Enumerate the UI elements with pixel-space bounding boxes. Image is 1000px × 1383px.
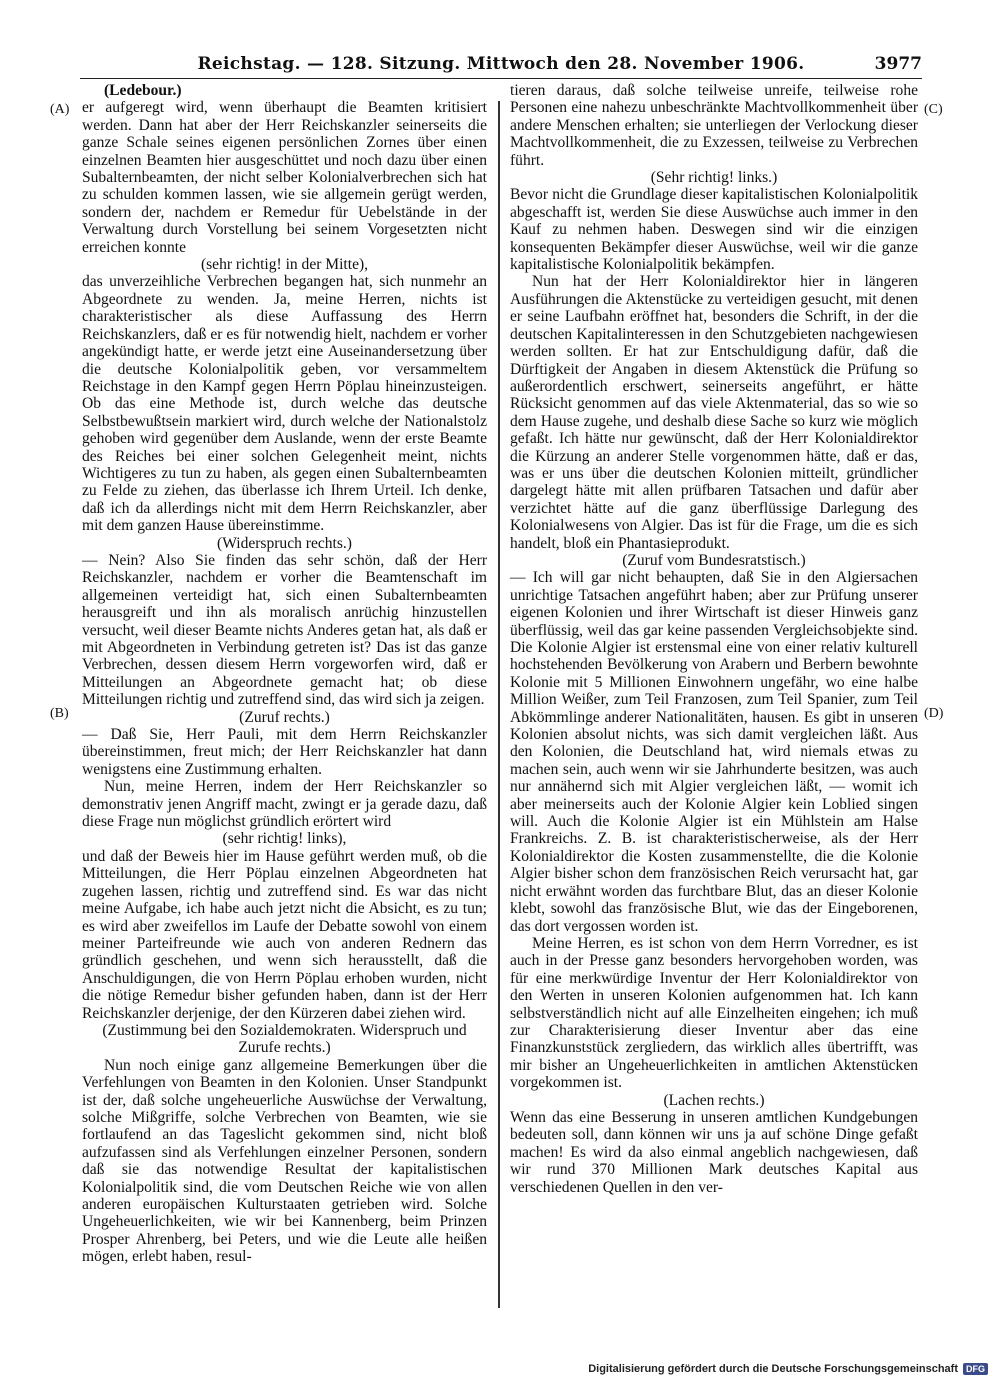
interjection: (sehr richtig! links), [222, 830, 347, 848]
right-column [510, 82, 918, 1196]
margin-marker-c: (C) [924, 102, 943, 117]
page-header [80, 52, 922, 79]
paragraph: er aufgeregt wird, wenn überhaupt die Beamten kritisiert werden. Dann hat aber der Herr Reichskanzler seinerseits die ganze Schale seines eigenen persönlichen Zornes über einen einzelnen Beamten hier ausgeschüttet und noch dazu über einen Subalternbeamten, der nicht selber Kolonialverbrechen sich hat zu schulden kommen lassen, wie sie allgemein gerügt werden, sondern der, nachdem er Remedur für Uebelstände in der Verwaltung durch Vorstellung bei seinem Vorgesetzten nicht erreichen konnte [82, 99, 487, 256]
interjection: (Lachen rechts.) [663, 1091, 765, 1109]
interjection: (Zuruf rechts.) [239, 708, 330, 726]
paragraph: tieren daraus, daß solche teilweise unreife, teilweise rohe Personen eine nahezu unbeschränkte Machtvollkommenheit über andere Menschen erhalten; sie unterliegen der Verlockung dieser Machtvollkommenheit, die zu Exzessen, teilweise zu Verbrechen führt. [510, 82, 918, 169]
paragraph: Meine Herren, es ist schon von dem Herrn Vorredner, es ist auch in der Presse ganz besonders hervorgehoben worden, was für eine merkwürdige Inventur der Herr Kolonialdirektor von den Werten in unseren Kolonien aufgenommen hat. Ich kann selbstverständlich nicht auf alle Einzelheiten eingehen; ich muß zur Charakterisierung dieser Inventur aber das eine Finanzkunststück zergliedern, das wirklich alles übertrifft, was mir bisher an Ungeheuerlichkeiten in amtlichen Aktenstücken vorgekommen ist. [510, 934, 918, 1092]
paragraph: — Ich will gar nicht behaupten, daß Sie in den Algiersachen unrichtige Tatsachen angeführt haben; aber zur Prüfung unserer eigenen Kolonien und ihrer Wirtschaft ist dieser Hinweis ganz überflüssig, weil das gar keine passenden Vergleichsobjekte sind. Die Kolonie Algier ist erstensmal eine von einer relativ kulturell hochstehenden Bevölkerung von Arabern und Berbern bewohnte Kolonie mit 5 Millionen Einwohnern ungefähr, wo eine halbe Million Weißer, zum Teil Franzosen, zum Teil Spanier, zum Teil Abkömmlinge anderer Nationalitäten, hausen. Es gibt in unseren Kolonien absolut nichts, was sich damit vergleichen läßt. Aus den Kolonien, die Deutschland hat, wird niemals etwas zu machen sein, auch wenn wir sie Jahrhunderte besitzen, was auch nur annähernd sich mit Algier vergleichen läßt, — womit ich aber meinerseits auch der Kolonie Algier kein Loblied singen will. Auch die Kolonie Algier ist ein Mühlstein am Halse Frankreichs. Z. B. ist charakteristischerweise, als der Herr Kolonialdirektor die Kosten zusammenstellte, die die Kolonie Algier bisher schon dem französischen Reich verursacht hat, gar nicht erwähnt worden das furchtbare Blut, das an dieser Kolonie klebt, sowohl das französische Blut, wie das der Eingeborenen, das dort vergossen worden ist. [510, 569, 918, 935]
speaker-name: (Ledebour.) [104, 82, 182, 99]
margin-marker-b: (B) [50, 706, 69, 721]
interjection: (Widerspruch rechts.) [217, 534, 352, 552]
dfg-logo: DFG [963, 1363, 988, 1375]
page-number: 3977 [874, 54, 922, 74]
paragraph: Nun, meine Herren, indem der Herr Reichskanzler so demonstrativ jenen Angriff macht, zwingt er ja gerade dazu, daß diese Frage nun möglichst gründlich erörtert wird [82, 778, 487, 831]
interjection: (Zuruf vom Bundesratstisch.) [622, 551, 806, 569]
paragraph: Bevor nicht die Grundlage dieser kapitalistischen Kolonialpolitik abgeschafft ist, werden Sie diese Auswüchse auch immer in den Kauf zu nehmen haben. Deswegen sind wir die einzigen konsequenten Bekämpfer dieser Auswüchse, weil wir die ganze kapitalistische Kolonialpolitik bekämpfen. [510, 186, 918, 274]
paragraph: und daß der Beweis hier im Hause geführt werden muß, ob die Mitteilungen, die Herr Pöplau einzelnen Abgeordneten hat zugehen lassen, richtig und zutreffend sind. Es war das nicht meine Aufgabe, ich habe auch jetzt nicht die Absicht, es zu tun; es wird aber zweifellos im Laufe der Debatte sowohl von einem meiner Parteifreunde wie auch von anderen Rednern das gründlich geschehen, und wenn sich herausstellt, daß die Anschuldigungen, die von Herrn Pöplau erhoben wurden, nicht die nötige Remedur bisher gefunden haben, dann ist der Herr Reichskanzler derjenige, der den Kürzeren dabei ziehen wird. [82, 847, 487, 1022]
paragraph: Nun hat der Herr Kolonialdirektor hier in längeren Ausführungen die Aktenstücke zu verteidigen gesucht, mit denen er seine Laufbahn eröffnet hat, besonders die Schrift, in der die deutschen Kapitalinteressen in den Schutzgebieten nachgewiesen werden sollten. Er hat zur Entschuldigung dafür, daß die Dürftigkeit der Angaben in diesem Aktenstück die Prüfung so außerordentlich erschwert, seinerseits angeführt, er hätte Rücksicht genommen auf das viele Aktenmaterial, das so wie so dem Hause zugehe, und deshalb diese Sache so kurz wie möglich gefaßt. Ich hätte nur gewünscht, daß der Herr Kolonialdirektor die Kürzung an anderer Stelle vorgenommen hätte, daß er das, was er uns über die deutschen Kolonien mitteilt, gründlicher dargelegt hätte mit allen prüfbaren Tatsachen und dafür aber verzichtet hätte auf die ganz überflüssige Darlegung des Kolonialwesens von Algier. Das ist für die Frage, um die es sich handelt, bloß ein Phantasieprodukt. [510, 273, 918, 552]
left-column [82, 82, 487, 1266]
interjection: (sehr richtig! in der Mitte), [200, 256, 369, 274]
margin-marker-a: (A) [50, 102, 70, 117]
paragraph: — Nein? Also Sie finden das sehr schön, daß der Herr Reichskanzler, nachdem er vorher die Beamtenschaft im allgemeinen verteidigt hat, sich einen Subalternbeamten herausgreift und ihn als moralisch anrüchig hinzustellen versucht, weil dieser Beamte nichts Anderes getan hat, als daß er mit Abgeordneten in Verbindung getreten ist? Das ist das ganze Verbrechen, dessen diesem Herrn vorgeworfen wird, daß er Mitteilungen an Abgeordnete gemacht hat; ob diese Mitteilungen richtig und zutreffend sind, das wird sich ja zeigen. [82, 551, 487, 709]
column-divider [498, 101, 500, 1308]
paragraph: — Daß Sie, Herr Pauli, mit dem Herrn Reichskanzler übereinstimmen, freut mich; der Herr Reichskanzler hat dann wenigstens eine Zustimmung erhalten. [82, 726, 487, 778]
paragraph: Nun noch einige ganz allgemeine Bemerkungen über die Verfehlungen von Beamten in den Kolonien. Unser Standpunkt ist der, daß solche ungeheuerliche Auswüchse der Verwaltung, solche Mißgriffe, solche Verbrechen von Beamten, wie sie fortlaufend an das Tageslicht gekommen sind, nicht bloß aufzufassen sind als Verfehlungen einzelner Personen, sondern daß sie das notwendige Resultat der kapitalistischen Kolonialpolitik sind, die vom Deutschen Reiche wie von allen anderen europäischen Kulturstaaten getrieben wird. Solche Ungeheuerlichkeiten, wie wir bei Kannenberg, beim Prinzen Prosper Ahrenberg, bei Peters, und wie die Leute alle heißen mögen, erlebt haben, resul- [82, 1056, 487, 1266]
paragraph: das unverzeihliche Verbrechen begangen hat, sich nunmehr an Abgeordnete zu wenden. Ja, meine Herren, nichts ist charakteristischer als diese Auffassung des Herrn Reichskanzlers, daß er es für notwendig hielt, nachdem er vorher angekündigt hatte, er werde jetzt eine Auseinandersetzung über die deutsche Kolonialpolitik geben, vor versammeltem Reichstage in den Kampf gegen Herrn Pöplau hineinzusteigen. Ob das eine Methode ist, durch welche das deutsche Selbstbewußtsein markiert wird, durch welche der Nationalstolz gehoben wird gegenüber dem Auslande, wenn der erste Beamte des Reiches bei einer solchen Gelegenheit meint, nichts Wichtigeres zu tun zu haben, als gegen einen Subalternbeamten zu Felde zu ziehen, das überlasse ich Ihrem Urteil. Ich denke, daß ich da allerdings nicht mit dem Herrn Reichskanzler, aber mit dem ganzen Hause übereinstimme. [82, 273, 487, 535]
running-title: Reichstag. — 128. Sitzung. Mittwoch den 28. November 1906. [197, 54, 805, 74]
interjection: (Sehr richtig! links.) [650, 169, 778, 187]
footer-text: Digitalisierung gefördert durch die Deutsche Forschungsgemeinschaft [588, 1363, 958, 1375]
margin-marker-d: (D) [924, 706, 944, 721]
interjection: (Zustimmung bei den Sozialdemokraten. Widerspruch und Zurufe rechts.) [102, 1021, 467, 1057]
footer-credit [588, 1363, 988, 1375]
paragraph: Wenn das eine Besserung in unseren amtlichen Kundgebungen bedeuten soll, dann können wir uns ja auf schöne Dinge gefaßt machen! Es wird da also einmal angeblich nachgewiesen, daß wir rund 370 Millionen Mark deutsches Kapital aus verschiedenen Quellen in den ver- [510, 1108, 918, 1196]
